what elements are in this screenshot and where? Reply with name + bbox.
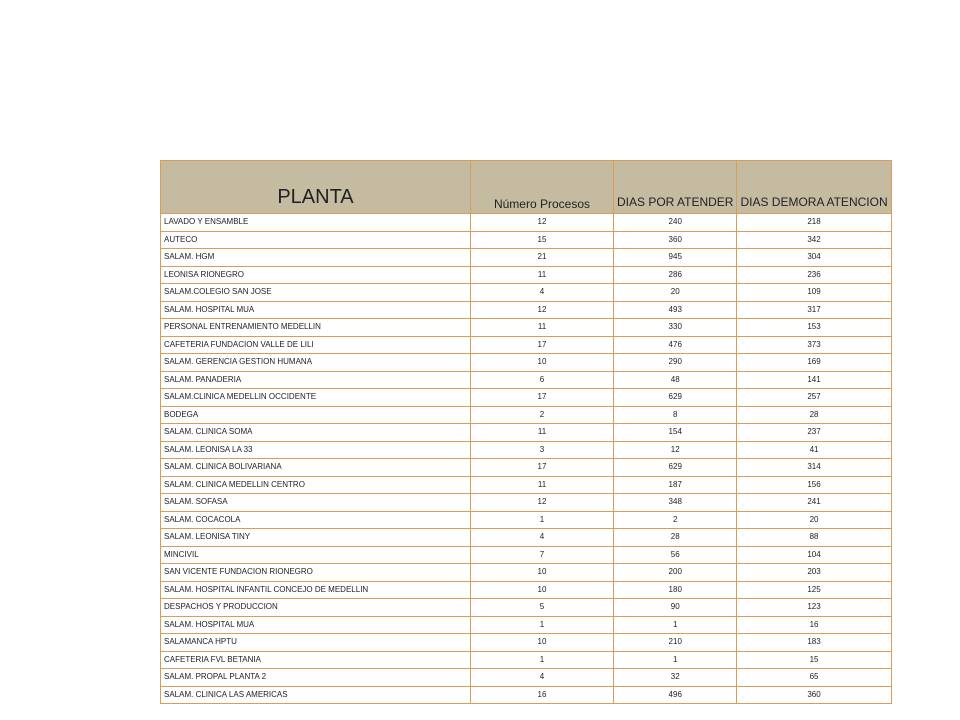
dias-demora-cell: 342: [737, 231, 891, 249]
procesos-cell: 15: [471, 231, 614, 249]
dias-atender-cell: 200: [614, 564, 737, 582]
dias-demora-cell: 183: [737, 634, 891, 652]
dias-demora-cell: 373: [737, 336, 891, 354]
planta-cell: SALAMANCA HPTU: [161, 634, 471, 652]
table-row: [161, 389, 892, 407]
dias-demora-cell: 169: [737, 354, 891, 372]
procesos-cell: 21: [471, 249, 614, 267]
planta-cell: CAFETERIA FVL BETANIA: [161, 651, 471, 669]
procesos-cell: 11: [471, 476, 614, 494]
dias-demora-cell: 28: [737, 406, 891, 424]
dias-atender-cell: 180: [614, 581, 737, 599]
planta-cell: SALAM. HGM: [161, 249, 471, 267]
table-row: [161, 546, 892, 564]
dias-demora-cell: 360: [737, 686, 891, 704]
procesos-cell: 11: [471, 424, 614, 442]
procesos-cell: 1: [471, 651, 614, 669]
planta-cell: SALAM. CLINICA LAS AMERICAS: [161, 686, 471, 704]
dias-demora-cell: 16: [737, 616, 891, 634]
dias-demora-cell: 141: [737, 371, 891, 389]
dias-demora-cell: 218: [737, 214, 891, 232]
dias-demora-cell: 41: [737, 441, 891, 459]
table-row: [161, 284, 892, 302]
dias-demora-cell: 65: [737, 669, 891, 687]
dias-atender-cell: 493: [614, 301, 737, 319]
planta-cell: SALAM. HOSPITAL INFANTIL CONCEJO DE MEDELLIN: [161, 581, 471, 599]
dias-atender-cell: 56: [614, 546, 737, 564]
table-row: [161, 424, 892, 442]
planta-cell: SALAM. CLINICA BOLIVARIANA: [161, 459, 471, 477]
table-row: [161, 476, 892, 494]
table-row: [161, 686, 892, 704]
procesos-cell: 11: [471, 266, 614, 284]
dias-atender-cell: 48: [614, 371, 737, 389]
planta-cell: DESPACHOS Y PRODUCCION: [161, 599, 471, 617]
planta-cell: BODEGA: [161, 406, 471, 424]
dias-atender-cell: 187: [614, 476, 737, 494]
planta-cell: SALAM. CLINICA MEDELLIN CENTRO: [161, 476, 471, 494]
planta-cell: SALAM.COLEGIO SAN JOSE: [161, 284, 471, 302]
planta-cell: SAN VICENTE FUNDACION RIONEGRO: [161, 564, 471, 582]
dias-demora-cell: 15: [737, 651, 891, 669]
dias-demora-cell: 241: [737, 494, 891, 512]
header-dias-por-atender: DIAS POR ATENDER: [614, 161, 737, 214]
table-row: [161, 354, 892, 372]
procesos-cell: 5: [471, 599, 614, 617]
procesos-cell: 12: [471, 214, 614, 232]
procesos-cell: 4: [471, 669, 614, 687]
dias-demora-cell: 257: [737, 389, 891, 407]
procesos-cell: 16: [471, 686, 614, 704]
dias-demora-cell: 304: [737, 249, 891, 267]
dias-demora-cell: 153: [737, 319, 891, 337]
table-row: [161, 511, 892, 529]
table-row: [161, 371, 892, 389]
procesos-cell: 1: [471, 511, 614, 529]
dias-demora-cell: 104: [737, 546, 891, 564]
process-table: [160, 160, 892, 704]
procesos-cell: 10: [471, 564, 614, 582]
dias-atender-cell: 32: [614, 669, 737, 687]
procesos-cell: 4: [471, 284, 614, 302]
header-row: [161, 161, 892, 214]
planta-cell: LAVADO Y ENSAMBLE: [161, 214, 471, 232]
table-body: [161, 214, 892, 704]
dias-atender-cell: 286: [614, 266, 737, 284]
dias-atender-cell: 2: [614, 511, 737, 529]
dias-atender-cell: 496: [614, 686, 737, 704]
procesos-cell: 10: [471, 581, 614, 599]
table-row: [161, 319, 892, 337]
table-row: [161, 459, 892, 477]
dias-atender-cell: 1: [614, 616, 737, 634]
procesos-cell: 10: [471, 354, 614, 372]
dias-atender-cell: 360: [614, 231, 737, 249]
dias-demora-cell: 203: [737, 564, 891, 582]
procesos-cell: 1: [471, 616, 614, 634]
table-row: [161, 651, 892, 669]
dias-demora-cell: 88: [737, 529, 891, 547]
procesos-cell: 11: [471, 319, 614, 337]
table-row: [161, 214, 892, 232]
procesos-cell: 3: [471, 441, 614, 459]
header-numero-procesos: Número Procesos: [471, 161, 614, 214]
dias-demora-cell: 125: [737, 581, 891, 599]
dias-atender-cell: 476: [614, 336, 737, 354]
procesos-cell: 17: [471, 336, 614, 354]
planta-cell: SALAM. HOSPITAL MUA: [161, 616, 471, 634]
dias-atender-cell: 330: [614, 319, 737, 337]
table-row: [161, 266, 892, 284]
procesos-cell: 10: [471, 634, 614, 652]
planta-cell: AUTECO: [161, 231, 471, 249]
planta-cell: PERSONAL ENTRENAMIENTO MEDELLIN: [161, 319, 471, 337]
procesos-cell: 6: [471, 371, 614, 389]
dias-atender-cell: 20: [614, 284, 737, 302]
planta-cell: SALAM. LEONISA TINY: [161, 529, 471, 547]
table-row: [161, 669, 892, 687]
dias-demora-cell: 156: [737, 476, 891, 494]
table-row: [161, 249, 892, 267]
dias-atender-cell: 210: [614, 634, 737, 652]
dias-atender-cell: 90: [614, 599, 737, 617]
dias-demora-cell: 314: [737, 459, 891, 477]
table-row: [161, 406, 892, 424]
planta-cell: SALAM. GERENCIA GESTION HUMANA: [161, 354, 471, 372]
dias-atender-cell: 629: [614, 389, 737, 407]
procesos-cell: 7: [471, 546, 614, 564]
dias-demora-cell: 317: [737, 301, 891, 319]
planta-cell: SALAM. CLINICA SOMA: [161, 424, 471, 442]
dias-atender-cell: 1: [614, 651, 737, 669]
table-row: [161, 581, 892, 599]
planta-cell: SALAM. PANADERIA: [161, 371, 471, 389]
table-row: [161, 599, 892, 617]
dias-atender-cell: 240: [614, 214, 737, 232]
table-row: [161, 634, 892, 652]
header-dias-demora-atencion: DIAS DEMORA ATENCION: [737, 161, 891, 214]
dias-atender-cell: 8: [614, 406, 737, 424]
dias-atender-cell: 945: [614, 249, 737, 267]
dias-atender-cell: 629: [614, 459, 737, 477]
header-planta: PLANTA: [161, 161, 471, 214]
dias-atender-cell: 348: [614, 494, 737, 512]
procesos-cell: 12: [471, 494, 614, 512]
procesos-cell: 17: [471, 389, 614, 407]
dias-demora-cell: 236: [737, 266, 891, 284]
table-row: [161, 301, 892, 319]
planta-cell: SALAM. HOSPITAL MUA: [161, 301, 471, 319]
table-row: [161, 336, 892, 354]
table-row: [161, 529, 892, 547]
planta-cell: MINCIVIL: [161, 546, 471, 564]
planta-cell: SALAM. PROPAL PLANTA 2: [161, 669, 471, 687]
dias-atender-cell: 154: [614, 424, 737, 442]
planta-cell: SALAM. SOFASA: [161, 494, 471, 512]
dias-demora-cell: 237: [737, 424, 891, 442]
procesos-cell: 4: [471, 529, 614, 547]
dias-atender-cell: 12: [614, 441, 737, 459]
table-row: [161, 616, 892, 634]
dias-atender-cell: 28: [614, 529, 737, 547]
planta-cell: LEONISA RIONEGRO: [161, 266, 471, 284]
planta-cell: CAFETERIA FUNDACION VALLE DE LILI: [161, 336, 471, 354]
table-row: [161, 441, 892, 459]
procesos-cell: 12: [471, 301, 614, 319]
table-row: [161, 231, 892, 249]
procesos-cell: 17: [471, 459, 614, 477]
planta-cell: SALAM.CLINICA MEDELLIN OCCIDENTE: [161, 389, 471, 407]
procesos-cell: 2: [471, 406, 614, 424]
table-row: [161, 494, 892, 512]
planta-cell: SALAM. LEONISA LA 33: [161, 441, 471, 459]
dias-atender-cell: 290: [614, 354, 737, 372]
dias-demora-cell: 109: [737, 284, 891, 302]
dias-demora-cell: 20: [737, 511, 891, 529]
planta-cell: SALAM. COCACOLA: [161, 511, 471, 529]
table-row: [161, 564, 892, 582]
dias-demora-cell: 123: [737, 599, 891, 617]
